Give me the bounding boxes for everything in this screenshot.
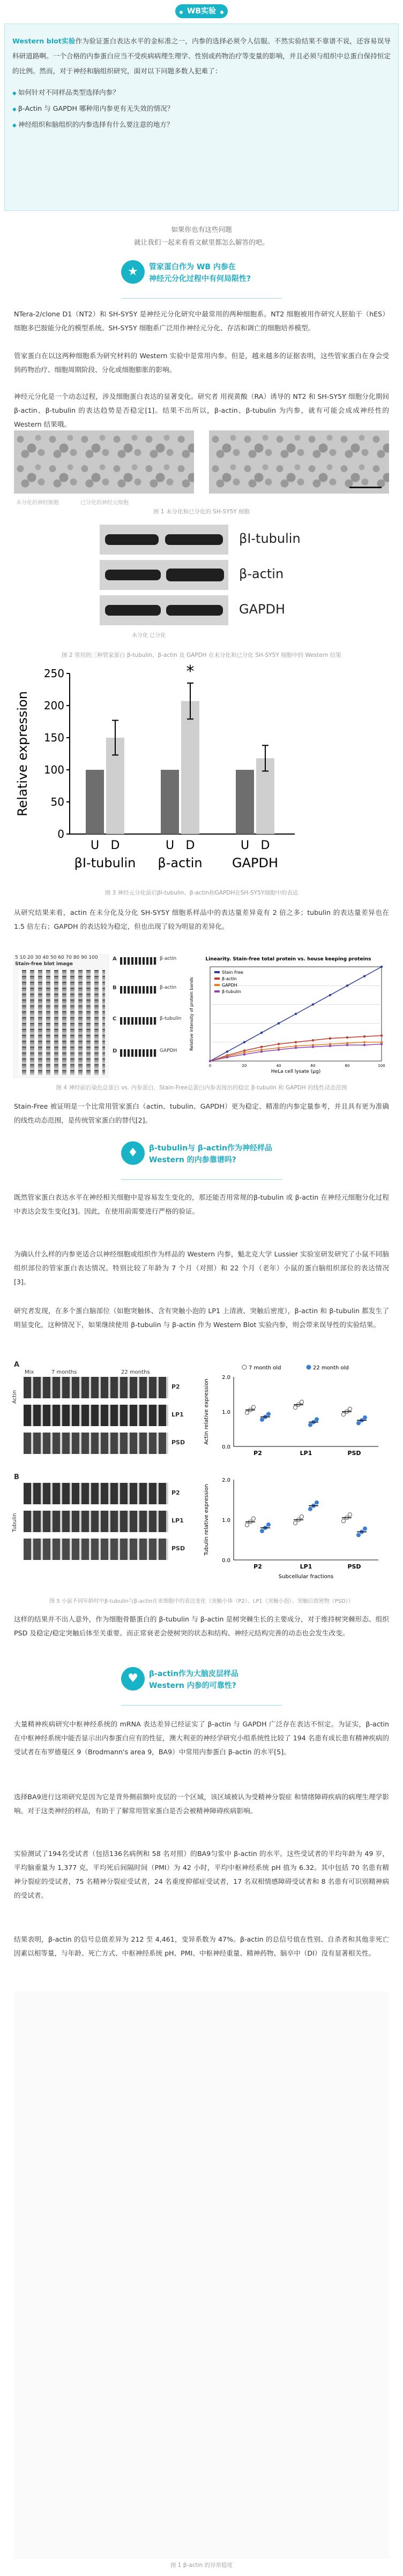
panel-a-label: A	[113, 956, 117, 962]
blot-label-gapdh: GAPDH	[239, 602, 286, 617]
intro-question: ◆ β-Actin 与 GAPDH 哪种用内参更有无失效的情况？	[12, 101, 391, 117]
data-point	[252, 1405, 256, 1409]
age-22-label: 22 months	[121, 1369, 150, 1375]
sec3-paragraph-1: 大量精神疾病研究中枢神经系统的 mRNA 表达差异已经证实了 β-actin 与 GAPDH 广泛存在表达不恒定。为证实，β-actin 在中枢神经系统中能否显示出内参蛋白应有的性征，澳大利亚的神经学研究小组系统性比较了 194 名患有成长患有精神疾病的受试者在布罗德曼区 9（Brodmann's area 9，BA9）中常用内参蛋白 β-actin 的水平[5]。	[14, 1720, 389, 1756]
series-label: U	[240, 839, 250, 852]
gel-title: Stain-free blot image	[15, 961, 73, 967]
data-point	[267, 1412, 271, 1416]
data-point	[260, 1529, 264, 1533]
significance-star: *	[186, 663, 195, 681]
category-label: β-actin	[158, 855, 203, 870]
fig2-caption: 图 2 常用的三种管家蛋白 β-tubulin、β-actin 及 GAPDH 在未分化和已分化 SH-SY5Y 细胞中的 Western 结果	[62, 652, 341, 658]
heart-icon: ♥	[121, 1667, 145, 1691]
row-p2: P2	[171, 1489, 180, 1496]
series-label: D	[260, 839, 270, 852]
blot-strip-b	[120, 986, 158, 994]
data-point	[309, 1507, 312, 1511]
data-point	[312, 1039, 314, 1041]
actin-side-label: Actin	[12, 1390, 18, 1404]
intro-box	[4, 24, 399, 211]
intro-keyword: Western blot实验	[12, 37, 76, 45]
sec3-paragraph-3: 实验测试了194名受试者（包括136名病例和 58 名对照）的BA9匀浆中 β-actin 的水平。这些受试者的平均年龄为 49 岁，平均脑重量为 1,377 克，平均死后间隔时间（PMI）为 42 小时，平均中枢神经系统 pH 值为 6.32。其中包括 70 名患有精神分裂症的受试者，75 名精神分裂症受试者，24 名重度抑郁症受试者，17 名双相情感障碍受试者和 8 名患有可识别精神病的受试者。	[14, 1850, 389, 1899]
star-icon: ★	[121, 260, 145, 284]
gel-lanes	[18, 970, 105, 1075]
intro-question: ◆ 神经组织和脑组织的内参选择有什么要注意的地方？	[12, 117, 391, 133]
section-title-3-line2: Western 内参的可靠性?	[149, 1681, 236, 1690]
data-point	[226, 1056, 228, 1058]
legend-swatch	[214, 984, 220, 986]
fig1-caption: 图 1 未分化和已分化的 SH-SY5Y 细胞	[153, 509, 250, 515]
bar	[161, 770, 179, 834]
data-point	[342, 1413, 346, 1416]
data-point	[363, 975, 365, 977]
data-point	[380, 966, 383, 968]
category-label: GAPDH	[232, 855, 279, 870]
data-point	[346, 984, 348, 987]
section-title-2	[149, 1142, 272, 1166]
chart-title: Linearity. Stain-free total protein vs. house keeping proteins	[205, 957, 371, 962]
transition-line-1: 如果你也有这些问题	[171, 225, 232, 233]
x-tick-label: 100	[378, 1064, 385, 1068]
data-point	[245, 1411, 249, 1414]
row-psd: PSD	[171, 1439, 185, 1446]
panel-b-label: B	[113, 985, 117, 991]
x-axis-label: HeLa cell lysate (μg)	[271, 1069, 321, 1074]
data-point	[209, 1060, 211, 1062]
y-tick-label: 50	[50, 795, 64, 808]
row-p2: P2	[171, 1383, 180, 1390]
row-lp1: LP1	[171, 1411, 184, 1418]
y-tick-label: 2.0	[222, 1478, 230, 1483]
y-tick-label: 150	[43, 731, 64, 744]
category-label: LP1	[300, 1450, 312, 1457]
western-blot-figure	[100, 520, 303, 645]
x-tick-label: 20	[242, 1064, 247, 1068]
data-point	[243, 1041, 245, 1043]
panel-a-label: A	[14, 1361, 20, 1369]
y-tick-label: 0	[57, 828, 64, 840]
legend-label: 22 month old	[313, 1365, 349, 1371]
sec1-paragraph-2: 管家蛋白在以这两种细胞系为研究材料的 Western 实验中是常用内参。但是，越来越多的证据表明，这些管家蛋白在身会受到药物治疗、细胞周期阶段、分化或细胞膨胀的影响。	[14, 352, 389, 374]
legend-label: GAPDH	[222, 983, 237, 988]
fig3-caption: 图 3 神经元分化前后βI-tubulin、β-actin和GAPDH在SH-SY5Y细胞中的表达	[105, 890, 298, 896]
fig5-caption: 图 5 小鼠不同年龄时中β-tubulin与β-actin在亚细胞中的表达变化（突触小体（P2）、LP1（突触小泡）、突触后致密物（PSD））	[49, 1598, 354, 1604]
bar	[181, 701, 199, 834]
y-axis-label: Relative intensity of protein bands	[189, 977, 194, 1051]
data-point	[342, 1519, 346, 1523]
sec2-paragraph-1: 既然管家蛋白表达水平在神经相关细胞中是容易发生变化的，那还能否用常规的β-tubulin 或 β-actin 在神经元细胞分化过程中表达会发生变化[3]。因此，在使用前需要进行严格的验证。	[14, 1193, 389, 1215]
intro-paragraph	[12, 34, 391, 79]
stain-free-gel	[13, 954, 109, 1078]
section-title-2-line1: β-tubulin与 β-actin作为神经样品	[149, 1144, 272, 1153]
data-point	[243, 1053, 245, 1055]
category-label: LP1	[300, 1563, 312, 1570]
blot-name-a: β-actin	[160, 956, 177, 961]
y-tick-label: 100	[43, 763, 64, 776]
tubulin-side-label: Tubulin	[12, 1513, 18, 1532]
intro-question-list	[12, 85, 391, 133]
legend-swatch	[214, 971, 220, 973]
data-point	[300, 1400, 304, 1404]
tubulin-scatter-chart	[196, 1473, 389, 1588]
intro-text: 作为验证蛋白表达水平的金标准之一，内参的选择必须令人信服。不然实验结果不靠谱不说，还容易误导科研道路啊。一个合格的内参蛋白应当不受疾病病理生理学、性别或药物治疗等变量的影响，并且必须与组织中总蛋白保持恒定的比例。然而，对于神经和脑组织研究，面对以下问题多数人犯难了：	[12, 37, 391, 75]
data-point	[315, 1501, 319, 1504]
data-point	[380, 1043, 383, 1045]
data-point	[267, 1523, 271, 1527]
y-tick-label: 0.0	[222, 1558, 230, 1564]
data-point	[278, 1043, 280, 1045]
row-psd: PSD	[171, 1545, 185, 1552]
legend-swatch	[214, 990, 220, 992]
category-label: PSD	[347, 1450, 361, 1457]
blot-name-b: β-actin	[160, 985, 177, 990]
data-point	[312, 1045, 314, 1048]
data-point	[380, 1034, 383, 1036]
data-point	[226, 1050, 228, 1052]
legend-label: β-tubulin	[222, 989, 241, 994]
sec3-paragraph-2: 选择BA9进行这项研究是因为它是背外侧前额叶皮层的一个区域，该区域被认为受精神分裂症 和情绪障碍疾病的病理生理学影响。对于这类神经的样品，有助于了解常用管家蛋白是否会被精神障碍疾病影响。	[14, 1793, 389, 1815]
data-point	[245, 1523, 249, 1527]
stain-free-figure	[13, 954, 390, 1078]
data-point	[260, 1418, 264, 1421]
fig4-caption: 图 4 神经前后染色总蛋白 vs. 内参蛋白，Stain-Free总蛋白内参表现出的稳定 β-tubulin 和 GAPDH 的线性动态范围	[56, 1085, 347, 1091]
data-point	[357, 1421, 361, 1425]
data-point	[312, 1003, 314, 1005]
panel-b-label: B	[14, 1473, 19, 1481]
section-divider	[121, 1179, 282, 1180]
panel-c-label: C	[113, 1016, 117, 1022]
header-badge: WB实验	[175, 4, 228, 18]
y-axis-label: Relative expression	[15, 691, 30, 816]
bar	[86, 770, 104, 834]
data-point	[295, 1013, 297, 1015]
y-axis-label: Actin relative expression	[204, 1378, 210, 1445]
section-title-1	[149, 261, 251, 285]
y-tick-label: 200	[43, 699, 64, 712]
data-point	[260, 1050, 263, 1052]
sec1-paragraph-1: NTera-2/clone D1（NT2）和 SH-SY5Y 是神经元分化研究中最常用的两种细胞系。NT2 细胞被用作研究人胚胎干（hES）细胞多巴胺能分化的模型系统。SH-SY5Y 细胞系广泛用作神经元分化、存活和调亡的细胞培养模型。	[14, 310, 389, 332]
data-point	[309, 1423, 312, 1427]
diamond-icon: ♦	[121, 1141, 145, 1165]
data-point	[329, 1037, 331, 1040]
blot-strip-d	[120, 1049, 158, 1057]
blot-row-actin	[100, 560, 228, 590]
intro-question: ◆ 如何针对不同样品类型选择内参？	[12, 85, 391, 101]
legend-swatch	[214, 978, 220, 980]
section-title-1-line1: 管家蛋白作为 WB 内参在	[149, 263, 236, 271]
data-point	[348, 1407, 352, 1411]
data-point	[363, 1044, 365, 1046]
blot-name-d: GAPDH	[160, 1048, 177, 1054]
legend-marker	[242, 1365, 247, 1369]
figure-placeholder	[14, 1991, 389, 2559]
data-point	[315, 1418, 319, 1421]
data-point	[357, 1533, 361, 1537]
category-label: P2	[253, 1563, 262, 1570]
data-point	[363, 1416, 367, 1420]
x-tick-label: 80	[345, 1064, 350, 1068]
mix-label: Mix	[25, 1369, 34, 1375]
series-label: D	[185, 839, 195, 852]
row-lp1: LP1	[171, 1517, 184, 1524]
legend-label: β-actin	[222, 976, 237, 981]
sec2-paragraph-4: 这样的结果并不出人意外，作为细胞骨骼蛋白的 β-tubulin 与 β-actin 是树突棘生长的主要成分，对于维持树突棘形态、组织 PSD 及稳定/稳定突触后体至关重要。而正常衰老会使树突的状态和结构、神经元结构完善的动态也会发生改变。	[14, 1615, 389, 1637]
relative-expression-bar-chart	[11, 663, 311, 887]
blot-name-c: β-tubulin	[160, 1016, 182, 1021]
blot-label-actin: β-actin	[239, 566, 284, 581]
fig1-left-label: 未分化的神经细胞	[16, 500, 59, 506]
blot-row-gapdh	[100, 595, 228, 625]
blot-strip-a	[120, 957, 158, 965]
actin-blots	[24, 1377, 168, 1457]
age-7-label: 7 months	[51, 1369, 77, 1375]
category-label: βI-tubulin	[74, 855, 136, 870]
series-label: U	[165, 839, 175, 852]
series-label: U	[90, 839, 100, 852]
data-point	[346, 1036, 348, 1039]
data-point	[278, 1049, 280, 1051]
y-tick-label: 1.0	[222, 1518, 230, 1524]
data-point	[294, 1521, 297, 1525]
y-tick-label: 250	[43, 667, 64, 680]
section-header-1	[121, 259, 282, 299]
sec2-paragraph-3: 研究者发现，在多个蛋白脑部位（如胞突触体、含有突触小泡的 LP1 上清液、突触后密度），β-actin 和 β-tubulin 都发生了明显变化，这种情况下，如果继续使用 β-tubulin 与 β-actin 作为 Western Blot 实验内参，则会带来误导性的实验结果。	[14, 1307, 389, 1329]
section-title-2-line2: Western 的内参靠谱吗?	[149, 1156, 236, 1164]
data-point	[300, 1515, 304, 1519]
aging-blot-figure	[14, 1361, 389, 1591]
data-point	[278, 1022, 280, 1024]
section-header-3	[121, 1666, 282, 1706]
fig1-right-label: 已分化的神经元细胞	[80, 500, 129, 506]
sec1-paragraph-4: 从研究结果来看，actin 在未分化及分化 SH-SY5Y 细胞系样品中的表达量差异竟有 2 倍之多；tubulin 的表达量差异也在 1.5 倍左右；GAPDH 的表达较为稳定，但也出现了较为明显的差异化。	[14, 908, 389, 930]
data-point	[363, 1527, 367, 1531]
actin-scatter-chart	[196, 1361, 389, 1471]
section-divider	[121, 1705, 282, 1706]
data-point	[363, 1041, 365, 1043]
category-label: PSD	[347, 1563, 361, 1570]
x-tick-label: 40	[276, 1064, 281, 1068]
panel-d-label: D	[113, 1048, 117, 1054]
data-point	[346, 1044, 348, 1046]
data-point	[348, 1513, 352, 1517]
data-point	[363, 1035, 365, 1037]
data-point	[252, 1517, 256, 1520]
data-point	[295, 1041, 297, 1043]
category-label: P2	[253, 1450, 262, 1457]
blot-label-tubulin: βI-tubulin	[239, 531, 301, 546]
data-point	[329, 1045, 331, 1047]
legend-label: 7 month old	[249, 1365, 281, 1371]
fig6-caption: 图 1 β-actin 的异常稳度	[170, 2562, 233, 2569]
transition-line-2: 就让我们一起来看看文献里都怎么解答的吧。	[134, 238, 269, 246]
linearity-line-chart	[186, 954, 390, 1078]
series-label: D	[110, 839, 120, 852]
x-axis-label: Subcellular fractions	[278, 1574, 334, 1580]
data-point	[260, 1045, 263, 1048]
blot-row-tubulin	[100, 525, 228, 555]
legend-marker	[307, 1365, 311, 1369]
section-title-3-line1: β-actin作为大脑皮层样品	[149, 1670, 239, 1678]
y-tick-label: 2.0	[222, 1375, 230, 1381]
hk-blots	[113, 954, 182, 1078]
x-tick-label: 0	[208, 1064, 212, 1068]
section-title-1-line2: 神经元分化过程中有何局限性?	[149, 275, 251, 283]
y-tick-label: 0.0	[222, 1444, 230, 1450]
blot-strip-c	[120, 1017, 158, 1025]
data-point	[260, 1032, 263, 1034]
legend-label: Stain Free	[222, 970, 243, 975]
micrograph-differentiated	[209, 430, 389, 494]
blot-lane-label: 未分化 已分化	[132, 633, 166, 639]
data-point	[295, 1047, 297, 1049]
sec1-paragraph-5: Stain-Free 被证明是一个比常用管家蛋白（actin、tubulin、GAPDH）更为稳定、精准的内参定量参考，并且具有更为准确的线性动态范围，是传统管家蛋白的替代[2]。	[14, 1102, 389, 1124]
section-title-3	[149, 1668, 238, 1692]
scale-bar	[349, 487, 382, 488]
data-point	[294, 1406, 297, 1410]
micrograph-undifferentiated	[14, 430, 194, 494]
data-point	[329, 994, 331, 996]
section-header-2	[121, 1140, 282, 1180]
bar	[236, 770, 254, 834]
section-divider	[121, 298, 282, 299]
tubulin-blots	[24, 1483, 168, 1563]
y-axis-label: Tubulin relative expression	[204, 1484, 210, 1556]
gel-lane-numbers: 5 10 20 30 40 50 60 70 80 90 100	[15, 955, 98, 960]
sec2-paragraph-2: 为确认什么样的内参更适合以神经细胞或组织作为样品的 Western 内参，魁北克大学 Lussier 实验室研发研究了小鼠不同脑组织部位的管家蛋白表达情况。特别比较了年龄为 7 个月（对照）和 22 个月（老年）小鼠的蛋白脑组织部位的表达情况[3]。	[14, 1250, 389, 1286]
y-tick-label: 1.0	[222, 1410, 230, 1415]
sec1-paragraph-3: 神经元分化是一个动态过程，涉及细胞蛋白表达的显著变化。研究者 用视黄酸（RA）诱导的 NT2 和 SH-SY5Y 细胞分化期间 β-actin、β-tubulin 的表达趋势是否稳定[1]。结果不出所以，β-actin、β-tubulin 为内参，就有可能会成成神经性的 Western 结果哦。	[14, 392, 389, 428]
x-tick-label: 60	[310, 1064, 316, 1068]
sec3-paragraph-4: 结果表明，β-actin 的信号总值差异为 212 至 4,461，变异系数为 47%。β-actin 的总信号值在性别、自杀者和其他非死亡因素以相等量，与年龄、死亡方式、中枢神经系统 pH、PMI、中枢神经重量、精神药物、脑卒中（DI）没有显著相关性。	[14, 1935, 389, 1957]
